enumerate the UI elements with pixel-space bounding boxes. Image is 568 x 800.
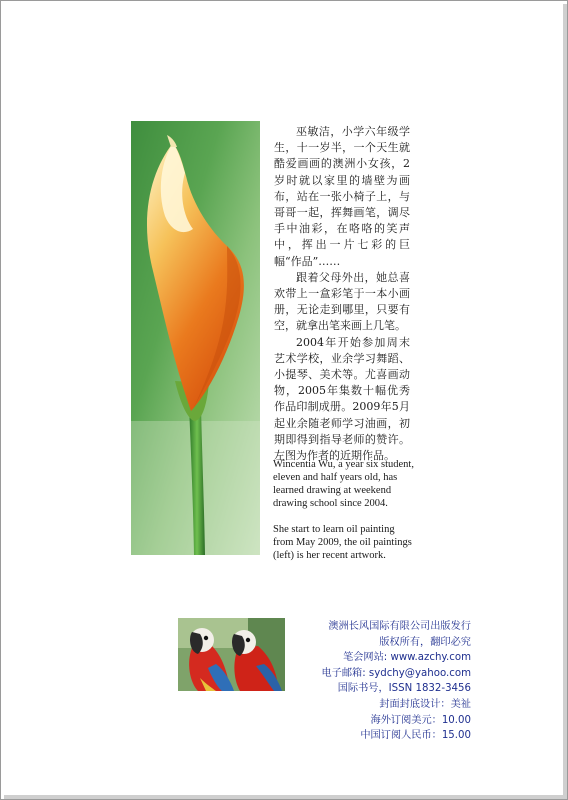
publisher-line: 澳洲长风国际有限公司出版发行 [328,621,471,632]
email-line: 电子邮箱: sydchy@yahoo.com [321,667,471,679]
calla-lily-painting [131,121,260,555]
bio-cn-paragraph: 跟着父母外出，她总喜欢带上一盒彩笔于一本小画册，无论走到哪里，只要有空，就拿出笔来画上几笔。 [274,270,410,333]
bio-en-paragraph: She start to learn oil painting from May 2009, the oil paintings (left) is her recent artwork. [273,524,412,561]
parrots-photo [178,618,285,691]
china-price-line: 中国订阅人民币：15.00 [360,730,471,742]
issn-line: 国际书号，ISSN 1832-3456 [337,683,471,695]
bio-chinese [274,124,410,464]
bio-english [273,458,415,575]
copyright-line: 版权所有，翻印必究 [379,636,471,648]
bio-cn-paragraph: 2004年开始参加周末艺术学校，业余学习舞蹈、小提琴、美术等。尤喜画动物，2005年集数十幅优秀作品印制成册。2009年5月起业余随老师学习油画，初期即得到指导老师的赞许。左图为作者的近期作品。 [274,335,410,463]
bio-cn-paragraph: 巫敏洁，小学六年级学生，十一岁半，一个天生就酷爱画画的澳洲小女孩，2岁时就以家里的墙壁为画布，站在一张小椅子上，与哥哥一起，挥舞画笔，调尽手中油彩，在咯咯的笑声中，挥出一片七彩的巨幅“作品”…… [274,125,410,268]
website-line: 笔会网站: www.azchy.com [343,652,471,664]
cover-design-line: 封面封底设计：美祉 [379,698,471,710]
bio-en-paragraph: Wincentia Wu, a year six student, eleven and half years old, has learned drawing at weekend drawing school since 2004. [273,459,414,509]
publisher-info [321,619,471,744]
overseas-price-line: 海外订阅美元：10.00 [370,714,471,726]
